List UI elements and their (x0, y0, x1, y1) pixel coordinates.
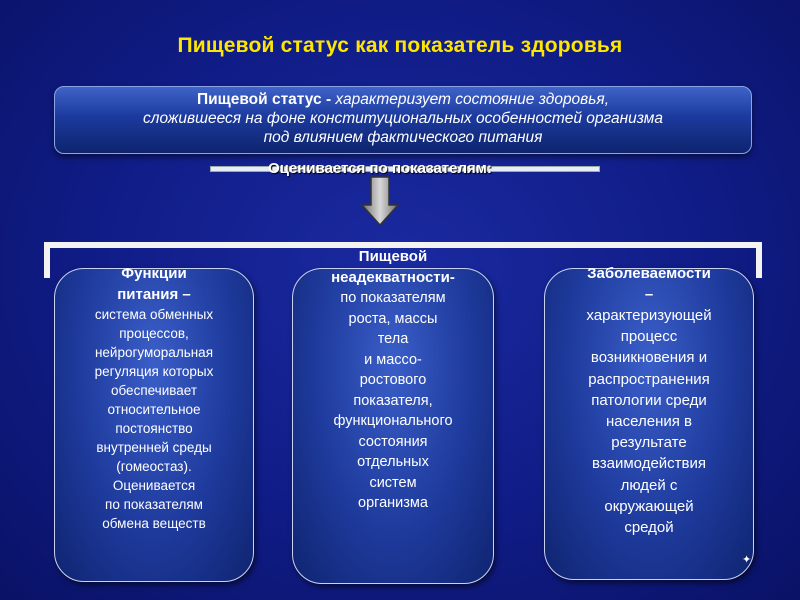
down-arrow-icon (360, 175, 400, 227)
column-morbidity (544, 265, 754, 580)
column-2-body: по показателям роста, массы тела и массо- ростового показателя, функционального состояния отдельных систем организма (333, 290, 453, 511)
star-icon: ✦ (742, 554, 752, 566)
definition-dash: - (321, 91, 336, 108)
column-2-head: Пищевой неадекватности- (331, 248, 455, 286)
definition-term: Пищевой статус (196, 91, 322, 108)
column-3-body: характеризующей процесс возникновения и распространения патологии среди населения в результате взаимодействия людей с окружающей средой (586, 307, 712, 537)
column-nutrition-function (54, 265, 254, 582)
column-3-head: Заболеваемости – (587, 265, 711, 303)
definition-line-1 (55, 90, 751, 109)
definition-line-2: сложившееся на фоне конституциональных особенностей организма (142, 110, 664, 127)
page-title: Пищевой статус как показатель здоровья (177, 34, 623, 57)
column-1-head: Функции питания – (117, 265, 191, 303)
definition-text-1: характеризует состояние здоровья, (335, 91, 610, 108)
column-nutritional-inadequacy (292, 248, 494, 584)
definition-box (54, 86, 752, 154)
column-1-body: система обменных процессов, нейрогуморальная регуляция которых обеспечивает относительное постоянство внутренней среды (гомеостаз). Оценивается по показателям обмена веществ (94, 307, 214, 531)
definition-line-3: под влиянием фактического питания (263, 129, 543, 146)
evaluated-by-label: Оценивается по показателям: (268, 160, 492, 177)
